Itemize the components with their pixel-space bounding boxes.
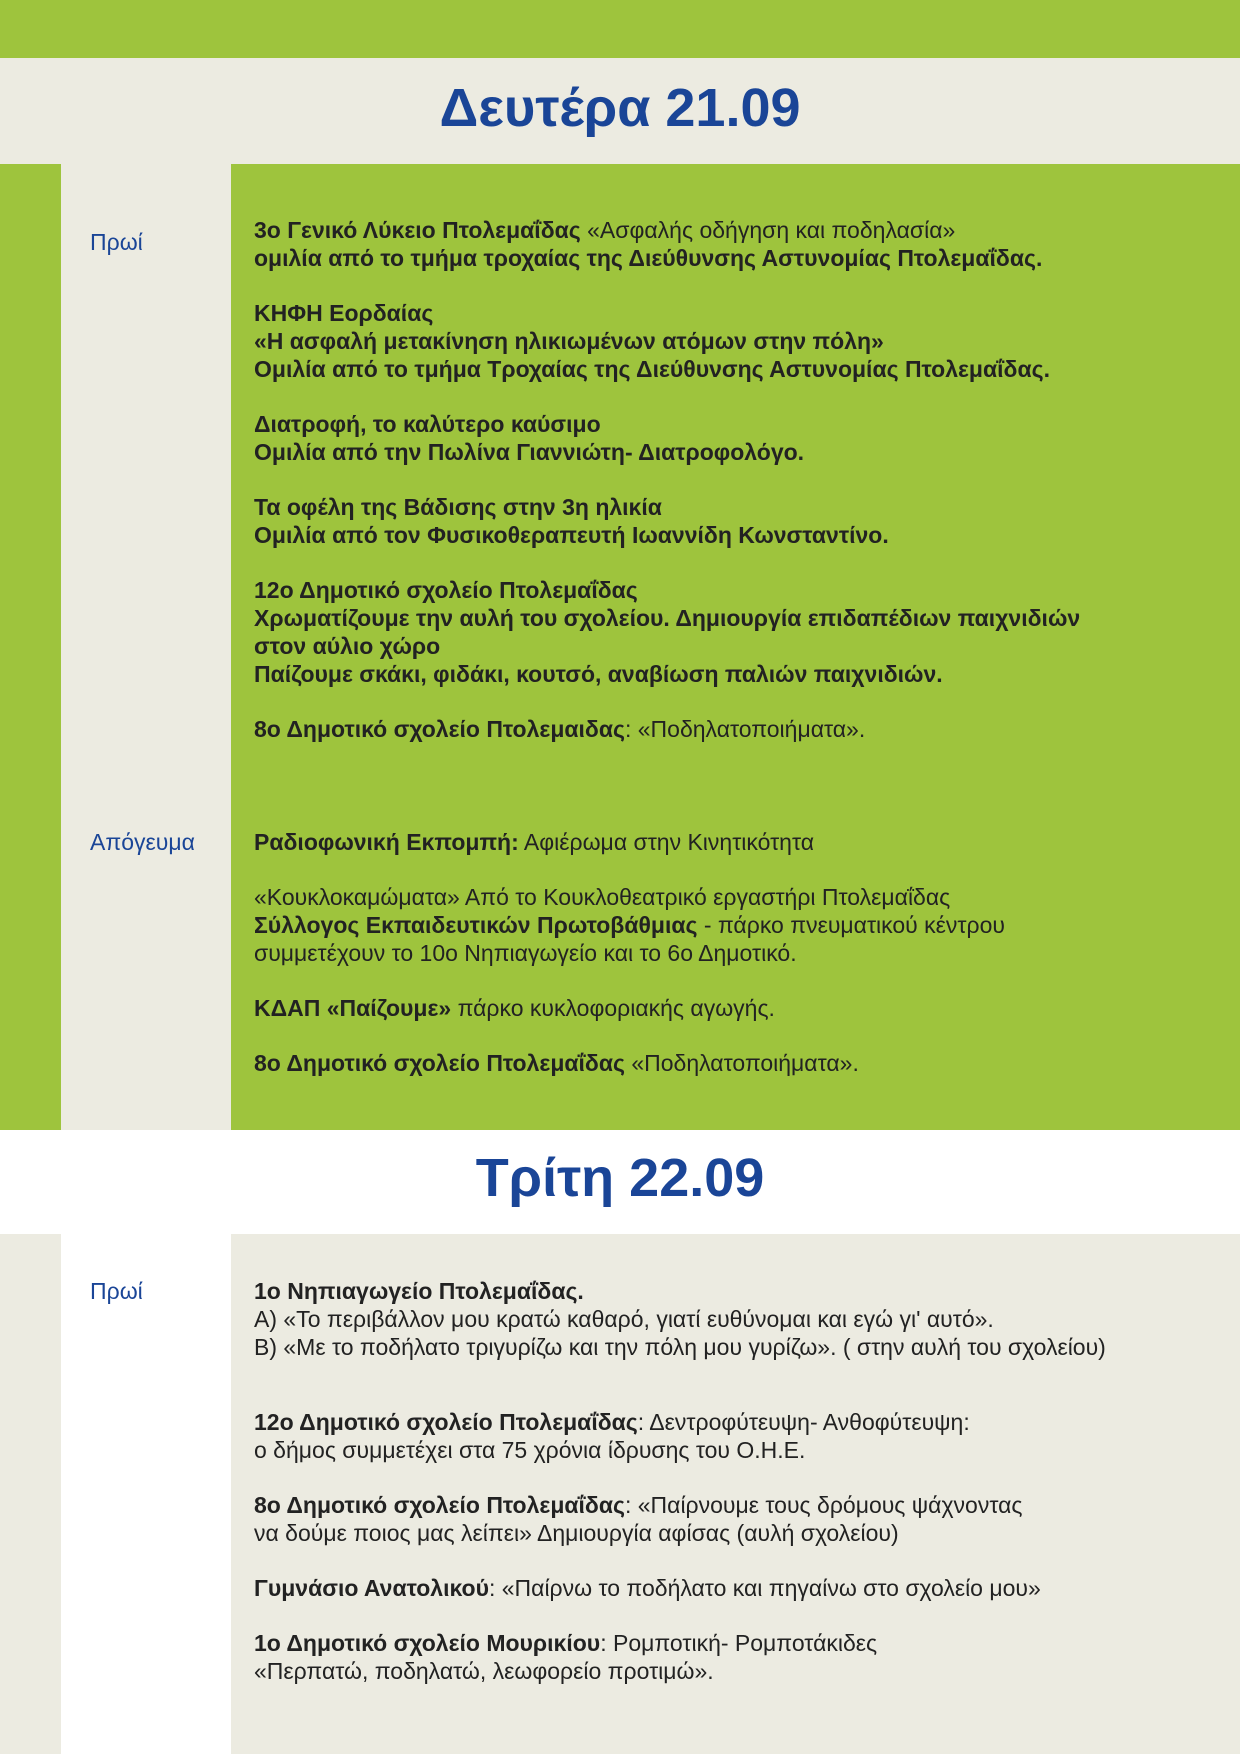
entry-bold-text: Ομιλία από τον Φυσικοθεραπευτή Ιωαννίδη Κωνσταντίνο. [254, 522, 889, 548]
entry-line [254, 1657, 1214, 1685]
entry-bold-text: 12ο Δημοτικό σχολείο Πτολεμαΐδας [254, 577, 638, 603]
entry-line [254, 1305, 1214, 1333]
schedule-entry [254, 1629, 1214, 1685]
entry-line [254, 1333, 1214, 1361]
entry-line [254, 1277, 1214, 1305]
entry-bold-text: Ομιλία από το τμήμα Τροχαίας της Διεύθυνσης Αστυνομίας Πτολεμαΐδας. [254, 356, 1050, 382]
entry-bold-text: στον αύλιο χώρο [254, 633, 441, 659]
day-title: Τρίτη 22.09 [475, 1148, 765, 1208]
period-label: Πρωί [90, 229, 143, 255]
entry-text: : «Ποδηλατοποιήματα». [624, 716, 866, 742]
entry-bold-text: ΚΔΑΠ «Παίζουμε» [254, 995, 452, 1021]
entry-bold-text: Διατροφή, το καλύτερο καύσιμο [254, 411, 601, 437]
entry-bold-text: Παίζουμε σκάκι, φιδάκι, κουτσό, αναβίωση παλιών παιχνιδιών. [254, 661, 943, 687]
top-color-band [0, 0, 1240, 58]
schedule-entry [254, 410, 1214, 466]
entry-bold-text: 8ο Δημοτικό σχολείο Πτολεμαΐδας [254, 1492, 625, 1518]
entry-text: Α) «Το περιβάλλον μου κρατώ καθαρό, γιατί ευθύνομαι και εγώ γι' αυτό». [254, 1306, 994, 1332]
entry-bold-text: 8ο Δημοτικό σχολείο Πτολεμαΐδας [254, 1050, 625, 1076]
entry-line [254, 1408, 1214, 1436]
entry-line [254, 493, 1214, 521]
entry-line [254, 576, 1214, 604]
schedule-entry [254, 576, 1214, 688]
entry-line [254, 604, 1214, 632]
entry-bold-text: 12ο Δημοτικό σχολείο Πτολεμαΐδας [254, 1409, 638, 1435]
entry-line [254, 1049, 1214, 1077]
entry-text: Β) «Με το ποδήλατο τριγυρίζω και την πόλη μου γυρίζω». ( στην αυλή του σχολείου) [254, 1334, 1106, 1360]
period-label: Απόγευμα [90, 829, 195, 855]
schedule-entry [254, 493, 1214, 549]
period-label-column [61, 1234, 231, 1754]
entry-line [254, 994, 1214, 1022]
entry-line [254, 216, 1214, 244]
schedule-entry [254, 1408, 1214, 1464]
entry-bold-text: 1ο Νηπιαγωγείο Πτολεμαΐδας. [254, 1278, 584, 1304]
schedule-entry [254, 1049, 1214, 1077]
entry-text: «Ασφαλής οδήγηση και ποδηλασία» [587, 217, 956, 243]
schedule-entry [254, 1277, 1214, 1361]
schedule-entry [254, 828, 1214, 856]
entry-text: να δούμε ποιος μας λείπει» Δημιουργία αφίσας (αυλή σχολείου) [254, 1520, 899, 1546]
entry-text: : Ρομποτική- Ρομποτάκιδες [600, 1630, 878, 1656]
period-entries [254, 828, 1214, 1104]
entry-line [254, 1436, 1214, 1464]
day-schedule-block [0, 164, 1240, 1130]
entry-bold-text: Τα οφέλη της Βάδισης στην 3η ηλικία [254, 494, 662, 520]
entry-line [254, 883, 1214, 911]
day-schedule-block [0, 1234, 1240, 1754]
entry-text: «Ποδηλατοποιήματα». [624, 1050, 859, 1076]
entry-text: : Δεντροφύτευψη- Ανθοφύτευψη: [637, 1409, 970, 1435]
entry-text: συμμετέχουν το 10ο Νηπιαγωγείο και το 6ο Δημοτικό. [254, 940, 797, 966]
entry-text: «Περπατώ, ποδηλατώ, λεωφορείο προτιμώ». [254, 1658, 714, 1684]
entry-bold-text: Ομιλία από την Πωλίνα Γιαννιώτη- Διατροφολόγο. [254, 439, 805, 465]
entry-text: «Κουκλοκαμώματα» Από το Κουκλοθεατρικό εργαστήρι Πτολεμαΐδας [254, 884, 951, 910]
entry-line [254, 632, 1214, 660]
entry-bold-text: Ραδιοφωνική Εκπομπή: [254, 829, 519, 855]
schedule-entry [254, 1491, 1214, 1547]
period-label-column [61, 164, 231, 1130]
entry-bold-text: ομιλία από το τμήμα τροχαίας της Διεύθυνσης Αστυνομίας Πτολεμαΐδας. [254, 245, 1043, 271]
entry-line [254, 327, 1214, 355]
entry-bold-text: 3ο Γενικό Λύκειο Πτολεμαΐδας [254, 217, 588, 243]
entry-line [254, 1491, 1214, 1519]
schedule-entry [254, 994, 1214, 1022]
entry-bold-text: «Η ασφαλή μετακίνηση ηλικιωμένων ατόμων στην πόλη» [254, 328, 884, 354]
schedule-entry [254, 715, 1214, 743]
entry-bold-text: Γυμνάσιο Ανατολικού [254, 1575, 489, 1601]
entry-line [254, 715, 1214, 743]
entry-line [254, 660, 1214, 688]
entry-line [254, 244, 1214, 272]
entry-text: ο δήμος συμμετέχει στα 75 χρόνια ίδρυσης του Ο.Η.Ε. [254, 1437, 806, 1463]
schedule-entry [254, 299, 1214, 383]
schedule-entry [254, 1574, 1214, 1602]
entry-text: πάρκο κυκλοφοριακής αγωγής. [451, 995, 775, 1021]
schedule-entry [254, 883, 1214, 967]
entry-text: - πάρκο πνευματικού κέντρου [697, 912, 1005, 938]
entry-line [254, 438, 1214, 466]
period-entries [254, 216, 1214, 770]
day-title: Δευτέρα 21.09 [439, 78, 801, 138]
period-label: Πρωί [90, 1278, 143, 1304]
entry-line [254, 521, 1214, 549]
entry-line [254, 1629, 1214, 1657]
entry-line [254, 911, 1214, 939]
entry-line [254, 355, 1214, 383]
entry-bold-text: ΚΗΦΗ Εορδαίας [254, 300, 434, 326]
entry-bold-text: 1ο Δημοτικό σχολείο Μουρικίου [254, 1630, 601, 1656]
period-entries [254, 1277, 1214, 1712]
entry-bold-text: 8ο Δημοτικό σχολείο Πτολεμαιδας [254, 716, 625, 742]
entry-line [254, 1519, 1214, 1547]
entry-text: : «Παίρνουμε τους δρόμους ψάχνοντας [624, 1492, 1023, 1518]
entry-line [254, 828, 1214, 856]
entry-bold-text: Σύλλογος Εκπαιδευτικών Πρωτοβάθμιας [254, 912, 698, 938]
entry-text: Αφιέρωμα στην Κινητικότητα [518, 829, 815, 855]
entry-line [254, 939, 1214, 967]
schedule-entry [254, 216, 1214, 272]
entry-text: : «Παίρνω το ποδήλατο και πηγαίνω στο σχολείο μου» [488, 1575, 1041, 1601]
entry-line [254, 299, 1214, 327]
entry-line [254, 1574, 1214, 1602]
entry-line [254, 410, 1214, 438]
entry-bold-text: Χρωματίζουμε την αυλή του σχολείου. Δημιουργία επιδαπέδιων παιχνιδιών [254, 605, 1081, 631]
